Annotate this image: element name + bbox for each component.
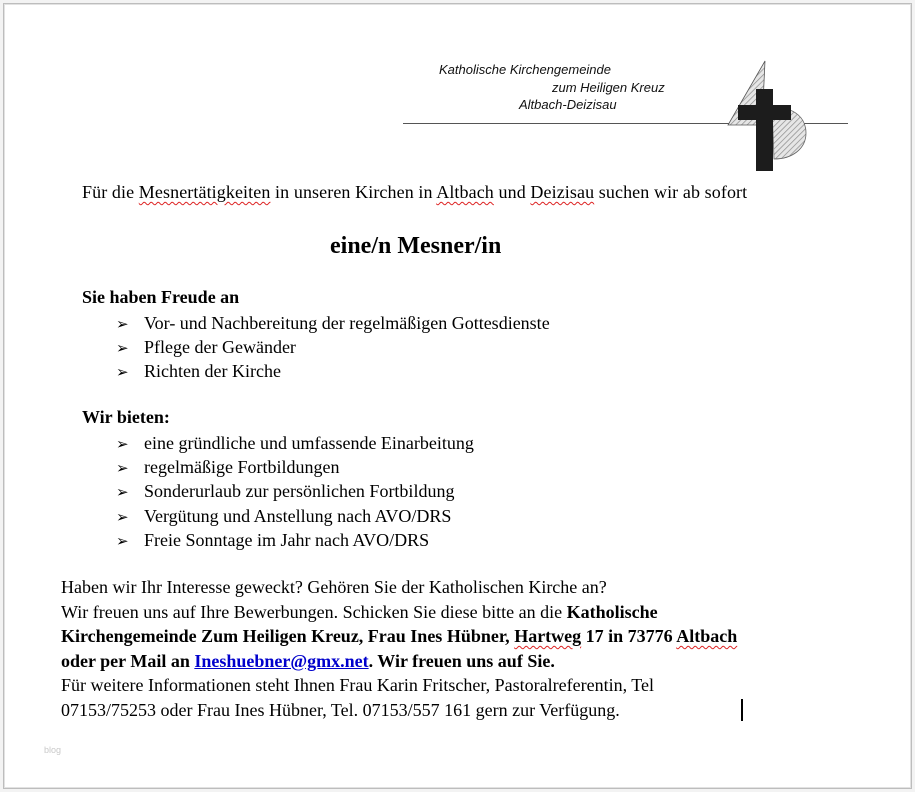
list-item: ➢ Sonderurlaub zur persönlichen Fortbildung: [116, 479, 474, 503]
parish-location: Altbach-Deizisau: [519, 97, 617, 112]
closing-line-4: oder per Mail an Ineshuebner@gmx.net. Wir freuen uns auf Sie.: [61, 651, 555, 671]
arrow-bullet-icon: ➢: [116, 435, 129, 453]
job-title: eine/n Mesner/in: [330, 233, 502, 259]
section-heading-offer: Wir bieten:: [82, 407, 170, 427]
list-item: ➢ regelmäßige Fortbildungen: [116, 455, 474, 479]
list-item: ➢ Vor- und Nachbereitung der regelmäßigen Gottesdienste: [116, 311, 550, 335]
arrow-bullet-icon: ➢: [116, 483, 129, 502]
list-item: ➢ Richten der Kirche: [116, 359, 550, 383]
closing-line-3: Kirchengemeinde Zum Heiligen Kreuz, Frau Ines Hübner, Hartweg 17 in 73776 Altbach: [61, 626, 738, 646]
list-item: ➢ Pflege der Gewänder: [116, 335, 550, 359]
text-cursor: [741, 699, 743, 721]
list-item: ➢ eine gründliche und umfassende Einarbeitung: [116, 431, 474, 455]
offer-list: [116, 431, 474, 552]
arrow-bullet-icon: ➢: [116, 507, 129, 526]
section-heading-tasks: Sie haben Freude an: [82, 287, 240, 307]
arrow-bullet-icon: ➢: [116, 531, 129, 550]
arrow-bullet-icon: ➢: [116, 459, 129, 478]
closing-line-5: Für weitere Informationen steht Ihnen Frau Karin Fritscher, Pastoralreferentin, Tel: [61, 675, 654, 695]
arrow-bullet-icon: ➢: [116, 315, 129, 333]
parish-name-line1: Katholische Kirchengemeinde: [439, 62, 611, 77]
arrow-bullet-icon: ➢: [116, 363, 129, 382]
closing-line-1: Haben wir Ihr Interesse geweckt? Gehören Sie der Katholischen Kirche an?: [61, 577, 607, 597]
parish-name-line2: zum Heiligen Kreuz: [552, 80, 665, 95]
cross-logo-icon: [722, 59, 812, 174]
list-item: ➢ Vergütung und Anstellung nach AVO/DRS: [116, 504, 474, 528]
task-list: [116, 311, 550, 384]
intro-sentence: Für die Mesnertätigkeiten in unseren Kirchen in Altbach und Deizisau suchen wir ab sofort: [82, 182, 748, 202]
arrow-bullet-icon: ➢: [116, 339, 129, 358]
watermark: blog: [44, 745, 62, 755]
document-page: [3, 3, 912, 789]
closing-line-6: 07153/75253 oder Frau Ines Hübner, Tel. 07153/557 161 gern zur Verfügung.: [61, 700, 620, 720]
email-link[interactable]: Ineshuebner@gmx.net: [194, 651, 369, 671]
list-item: ➢ Freie Sonntage im Jahr nach AVO/DRS: [116, 528, 474, 552]
closing-line-2: Wir freuen uns auf Ihre Bewerbungen. Schicken Sie diese bitte an die Katholische: [61, 602, 658, 622]
